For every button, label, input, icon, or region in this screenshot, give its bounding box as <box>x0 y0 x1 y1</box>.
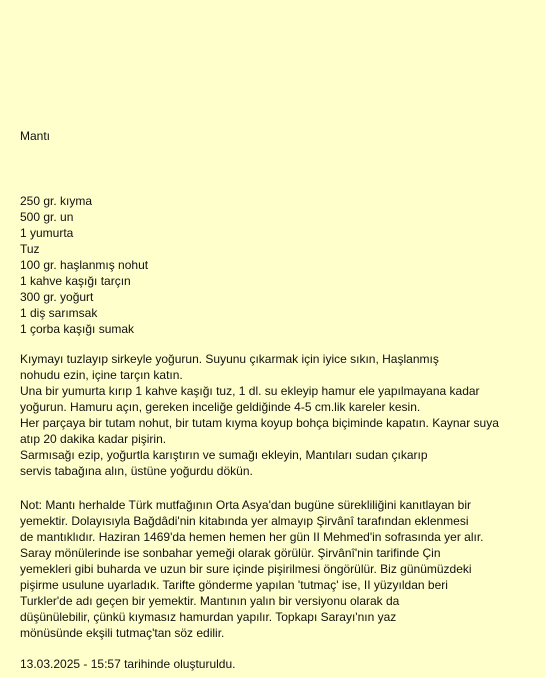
instruction-line: yoğurun. Hamuru açın, gereken inceliğe geldiğinde 4-5 cm.lik kareler kesin. <box>20 400 421 414</box>
ingredient-list <box>20 193 148 337</box>
ingredient-item: 1 yumurta <box>20 226 74 240</box>
ingredient-item: Tuz <box>20 242 40 256</box>
instruction-line: Sarmısağı ezip, yoğurtla karıştırın ve sumağı ekleyin, Mantıları sudan çıkarıp <box>20 448 428 462</box>
note-line: düşünülebilir, çünkü kıymasız hamurdan yapılır. Topkapı Sarayı'nın yaz <box>20 610 397 624</box>
recipe-title: Mantı <box>20 129 51 143</box>
note-line: pişirme usulune uyarladık. Tarifte gönderme yapılan 'tutmaç' ise, II yüzyıldan beri <box>20 578 448 592</box>
created-timestamp: 13.03.2025 - 15:57 tarihinde oluşturuldu. <box>20 657 236 671</box>
ingredient-item: 250 gr. kıyma <box>20 194 93 208</box>
note-line: yemektir. Dolayısıyla Bağdâdi'nin kitabında yer almayıp Şirvânî tarafından eklenmesi <box>20 514 469 528</box>
ingredient-item: 300 gr. yoğurt <box>20 290 94 304</box>
note-line: mönüsünde ekşili tutmaç'tan söz edilir. <box>20 626 225 640</box>
note-line: Turkler'de adı geçen bir yemektir. Mantının yalın bir versiyonu olarak da <box>20 594 400 608</box>
ingredient-item: 500 gr. un <box>20 210 74 224</box>
note-line: de mantıklıdır. Haziran 1469'da hemen hemen her gün II Mehmed'in sofrasında yer alır. <box>20 530 484 544</box>
ingredient-item: 100 gr. haşlanmış nohut <box>20 258 149 272</box>
history-note <box>20 497 484 641</box>
instruction-line: servis tabağına alın, üstüne yoğurdu dökün. <box>20 464 253 478</box>
ingredient-item: 1 kahve kaşığı tarçın <box>20 274 131 288</box>
note-line: Saray mönülerinde ise sonbahar yemeği olarak görülür. Şirvânî'nin tarifinde Çin <box>20 546 441 560</box>
note-line: yemekleri gibi buharda ve uzun bir sure içinde pişirilmesi öngörülür. Biz günümüzdeki <box>20 562 472 576</box>
instructions-text <box>20 351 499 479</box>
ingredient-item: 1 diş sarımsak <box>20 306 98 320</box>
ingredient-item: 1 çorba kaşığı sumak <box>20 322 135 336</box>
note-line: Not: Mantı herhalde Türk mutfağının Orta Asya'dan bugüne sürekliliğini kanıtlayan bir <box>20 498 471 512</box>
instruction-line: Una bir yumurta kırıp 1 kahve kaşığı tuz, 1 dl. su ekleyip hamur ele yapılmayana kadar <box>20 384 480 398</box>
instruction-line: Her parçaya bir tutam nohut, bir tutam kıyma koyup bohça biçiminde kapatın. Kaynar suya <box>20 416 499 430</box>
instruction-line: Kıymayı tuzlayıp sirkeyle yoğurun. Suyunu çıkarmak için iyice sıkın, Haşlanmış <box>20 352 439 366</box>
instruction-line: nohudu ezin, içine tarçın katın. <box>20 368 183 382</box>
instruction-line: atıp 20 dakika kadar pişirin. <box>20 432 167 446</box>
